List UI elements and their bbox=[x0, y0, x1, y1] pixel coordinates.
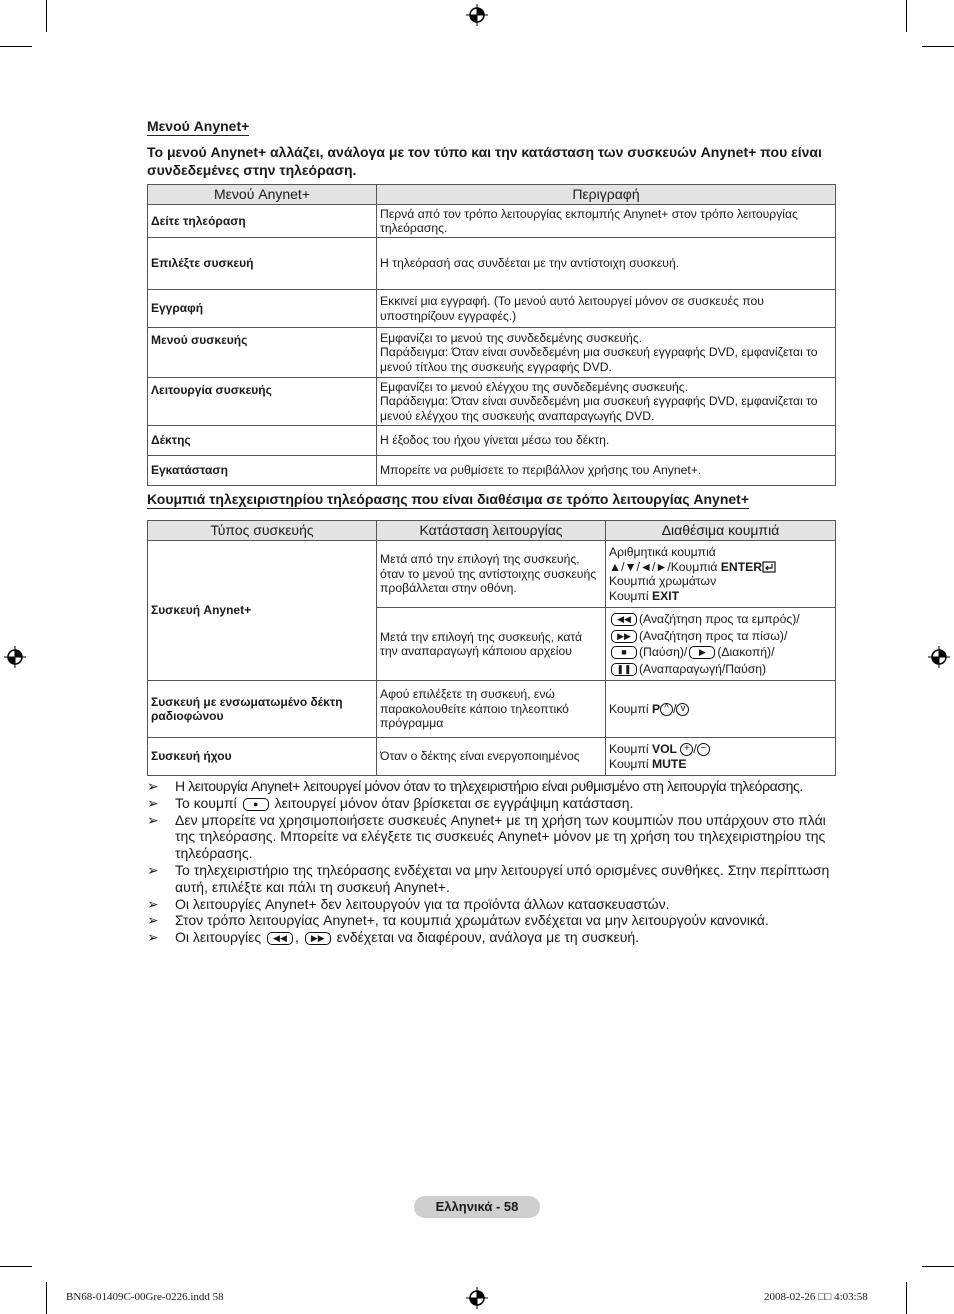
crop-mark bbox=[46, 1282, 47, 1314]
desc-line: Εμφανίζει το μενού της συνδεδεμένης συσκευής. bbox=[380, 330, 643, 345]
note-text: , bbox=[294, 929, 299, 946]
button-line bbox=[609, 757, 832, 772]
button-text: EXIT bbox=[651, 588, 680, 603]
menu-item-name: Δέκτης bbox=[148, 426, 377, 456]
crop-mark bbox=[0, 46, 32, 47]
enter-icon bbox=[762, 561, 778, 573]
button-text: (Αναζήτηση προς τα πίσω)/ bbox=[639, 628, 788, 643]
table-header: Διαθέσιμα κουμπιά bbox=[606, 521, 836, 541]
crop-mark bbox=[906, 0, 907, 32]
play-icon: ▶ bbox=[689, 646, 715, 659]
menu-item-name: Λειτουργία συσκευής bbox=[148, 378, 377, 426]
available-buttons bbox=[606, 608, 836, 681]
menu-item-name: Δείτε τηλεόραση bbox=[148, 205, 377, 238]
stop-icon: ■ bbox=[611, 646, 637, 659]
remote-buttons-table bbox=[147, 520, 836, 776]
device-type: Συσκευή ήχου bbox=[148, 738, 377, 776]
available-buttons bbox=[606, 541, 836, 608]
note-arrow-icon: ➢ bbox=[147, 929, 159, 946]
note-text: ενδέχεται να διαφέρουν, ανάλογα με τη συσκευή. bbox=[336, 929, 640, 946]
button-text: Κουμπί bbox=[609, 742, 652, 756]
button-text: P bbox=[651, 701, 661, 716]
button-text: (Διακοπή)/ bbox=[717, 645, 775, 659]
registration-mark-icon bbox=[466, 4, 488, 26]
registration-mark-icon bbox=[466, 1287, 488, 1309]
button-text: Κουμπί bbox=[609, 701, 652, 716]
channel-down-icon: v bbox=[676, 703, 689, 716]
menu-item-desc: Η έξοδος του ήχου γίνεται μέσω του δέκτη. bbox=[377, 426, 836, 456]
note-arrow-icon: ➢ bbox=[147, 861, 159, 878]
button-text: MUTE bbox=[651, 756, 687, 771]
crop-mark bbox=[46, 0, 47, 32]
buttons-section-title: Κουμπιά τηλεχειριστηρίου τηλεόρασης που είναι διαθέσιμα σε τρόπο λειτουργίας Anynet+ bbox=[147, 491, 749, 507]
note-text: Οι λειτουργίες bbox=[175, 929, 262, 946]
note-item bbox=[147, 778, 847, 795]
desc-line: Παράδειγμα: Όταν είναι συνδεδεμένη μια συσκευή εγγραφής DVD, εμφανίζεται το μενού τίτλου της συσκευής εγγραφής DVD. bbox=[380, 345, 818, 374]
button-line bbox=[609, 661, 832, 678]
table-header: Κατάσταση λειτουργίας bbox=[377, 521, 606, 541]
note-arrow-icon: ➢ bbox=[147, 811, 159, 828]
desc-line: Παράδειγμα: Όταν είναι συνδεδεμένη μια συσκευή εγγραφής DVD, εμφανίζεται το μενού ελέγχου της συσκευής αναπαραγωγής DVD. bbox=[380, 394, 818, 423]
registration-mark-icon bbox=[928, 646, 950, 668]
intro-text: Το μενού Anynet+ αλλάζει, ανάλογα με τον τύπο και την κατάσταση των συσκευών Anynet+ που είναι συνδεδεμένες στην τηλεόραση. bbox=[147, 144, 822, 178]
crop-mark bbox=[0, 1266, 32, 1267]
available-buttons bbox=[606, 738, 836, 776]
button-text: ENTER bbox=[720, 559, 763, 574]
volume-up-icon: + bbox=[680, 743, 693, 756]
operation-state: Μετά την επιλογή της συσκευής, κατά την αναπαραγωγή κάποιου αρχείου bbox=[377, 608, 606, 681]
table-row bbox=[148, 681, 836, 738]
button-text: VOL bbox=[651, 742, 678, 756]
button-text: (Αναπαραγωγή/Παύση) bbox=[639, 661, 767, 676]
note-item bbox=[147, 912, 847, 929]
menu-item-desc: Περνά από τον τρόπο λειτουργίας εκπομπής Anynet+ στον τρόπο λειτουργίας τηλεόρασης. bbox=[377, 205, 836, 238]
table-row bbox=[148, 738, 836, 776]
device-type: Συσκευή με ενσωματωμένο δέκτη ραδιοφώνου bbox=[148, 681, 377, 738]
table-row bbox=[148, 456, 836, 486]
notes-list bbox=[147, 778, 847, 946]
note-text: Το κουμπί bbox=[175, 794, 237, 811]
rewind-icon: ◀◀ bbox=[611, 613, 637, 626]
button-line: Κουμπιά χρωμάτων bbox=[609, 574, 717, 588]
button-text: Κουμπί bbox=[609, 756, 652, 771]
note-text: Στον τρόπο λειτουργίας Anynet+, τα κουμπιά χρωμάτων ενδέχεται να μην λειτουργούν κανονικά. bbox=[175, 912, 769, 929]
channel-up-icon: ^ bbox=[660, 703, 673, 716]
button-line bbox=[609, 611, 832, 628]
crop-mark bbox=[922, 1266, 954, 1267]
button-line bbox=[609, 560, 832, 575]
menu-item-name: Εγκατάσταση bbox=[148, 456, 377, 486]
registration-mark-icon bbox=[4, 646, 26, 668]
footer-file: BN68-01409C-00Gre-0226.indd 58 bbox=[66, 1291, 224, 1303]
table-header: Περιγραφή bbox=[377, 185, 836, 205]
menu-item-desc: Η τηλεόρασή σας συνδέεται με την αντίστοιχη συσκευή. bbox=[377, 238, 836, 290]
table-header: Τύπος συσκευής bbox=[148, 521, 377, 541]
note-text: Το τηλεχειριστήριο της τηλεόρασης ενδέχεται να μην λειτουργεί υπό ορισμένες συνθήκες. Στην περίπτωση αυτή, επιλέξτε και πάλι τη συσκευή Anynet+. bbox=[175, 861, 830, 895]
page-number: Ελληνικά - 58 bbox=[414, 1196, 540, 1218]
note-item bbox=[147, 862, 847, 896]
menu-item-desc: Εκκινεί μια εγγραφή. (Το μενού αυτό λειτουργεί μόνον σε συσκευές που υποστηρίζουν εγγραφές.) bbox=[377, 290, 836, 328]
table-row bbox=[148, 328, 836, 378]
table-row bbox=[148, 378, 836, 426]
menu-item-name: Μενού συσκευής bbox=[148, 328, 377, 378]
note-item bbox=[147, 795, 847, 812]
menu-item-name: Εγγραφή bbox=[148, 290, 377, 328]
button-text: Κουμπί bbox=[609, 588, 652, 603]
operation-state: Όταν ο δέκτης είναι ενεργοποιημένος bbox=[377, 738, 606, 776]
device-type: Συσκευή Anynet+ bbox=[148, 541, 377, 681]
pause-icon: ❚❚ bbox=[611, 663, 637, 676]
button-line bbox=[609, 644, 832, 661]
operation-state: Αφού επιλέξετε τη συσκευή, ενώ παρακολουθείτε κάποιο τηλεοπτικό πρόγραμμα bbox=[377, 681, 606, 738]
button-line bbox=[609, 628, 832, 645]
note-text: λειτουργεί μόνον όταν βρίσκεται σε εγγράψιμη κατάσταση. bbox=[274, 794, 634, 811]
table-header: Μενού Anynet+ bbox=[148, 185, 377, 205]
table-row bbox=[148, 205, 836, 238]
note-arrow-icon: ➢ bbox=[147, 912, 159, 929]
note-arrow-icon: ➢ bbox=[147, 794, 159, 811]
rewind-icon: ◀◀ bbox=[267, 932, 293, 945]
footer-timestamp: 2008-02-26 □□ 4:03:58 bbox=[764, 1291, 868, 1303]
button-line: Κουμπί VOL + / − bbox=[609, 742, 832, 757]
menu-item-desc bbox=[377, 328, 836, 378]
note-text: Η λειτουργία Anynet+ λειτουργεί μόνον όταν το τηλεχειριστήριο είναι ρυθμισμένο στη λειτουργία τηλεόρασης. bbox=[175, 778, 803, 794]
note-text: Οι λειτουργίες Anynet+ δεν λειτουργούν για τα προϊόντα άλλων κατασκευαστών. bbox=[175, 895, 670, 912]
available-buttons: Κουμπί P ^ / v bbox=[606, 681, 836, 738]
crop-mark bbox=[922, 46, 954, 47]
fast-forward-icon: ▶▶ bbox=[305, 932, 331, 945]
table-row bbox=[148, 426, 836, 456]
button-text: (Αναζήτηση προς τα εμπρός)/ bbox=[639, 612, 800, 626]
note-arrow-icon: ➢ bbox=[147, 895, 159, 912]
table-row bbox=[148, 290, 836, 328]
note-item bbox=[147, 896, 847, 913]
volume-down-icon: − bbox=[697, 743, 710, 756]
button-line bbox=[609, 589, 832, 604]
button-text: (Παύση)/ bbox=[639, 645, 688, 659]
section-title: Μενού Anynet+ bbox=[147, 118, 250, 134]
operation-state: Μετά από την επιλογή της συσκευής, όταν το μενού της αντίστοιχης συσκευής προβάλλεται στην οθόνη. bbox=[377, 541, 606, 608]
note-item bbox=[147, 812, 847, 862]
button-text: ▲/▼/◄/►/Κουμπιά bbox=[609, 559, 721, 574]
menu-item-desc: Μπορείτε να ρυθμίσετε το περιβάλλον χρήσης του Anynet+. bbox=[377, 456, 836, 486]
crop-mark bbox=[906, 1282, 907, 1314]
table-row bbox=[148, 238, 836, 290]
button-line: Αριθμητικά κουμπιά bbox=[609, 545, 716, 559]
table-row bbox=[148, 541, 836, 608]
fast-forward-icon: ▶▶ bbox=[611, 630, 637, 643]
anynet-menu-table bbox=[147, 184, 836, 486]
note-item bbox=[147, 929, 847, 946]
note-arrow-icon: ➢ bbox=[147, 778, 159, 794]
menu-item-name: Επιλέξτε συσκευή bbox=[148, 238, 377, 290]
desc-line: Εμφανίζει το μενού ελέγχου της συνδεδεμένης συσκευής. bbox=[380, 379, 689, 394]
note-text: Δεν μπορείτε να χρησιμοποιήσετε συσκευές Anynet+ με τη χρήση των κουμπιών που υπάρχουν στο πλάι της τηλεόρασης. Μπορείτε να ελέγξετε τις συσκευές Anynet+ μόνον με τη χρήση του τηλεχειριστηρίου της τηλεόρασης. bbox=[175, 811, 826, 862]
menu-item-desc bbox=[377, 378, 836, 426]
record-icon: ● bbox=[243, 798, 269, 811]
